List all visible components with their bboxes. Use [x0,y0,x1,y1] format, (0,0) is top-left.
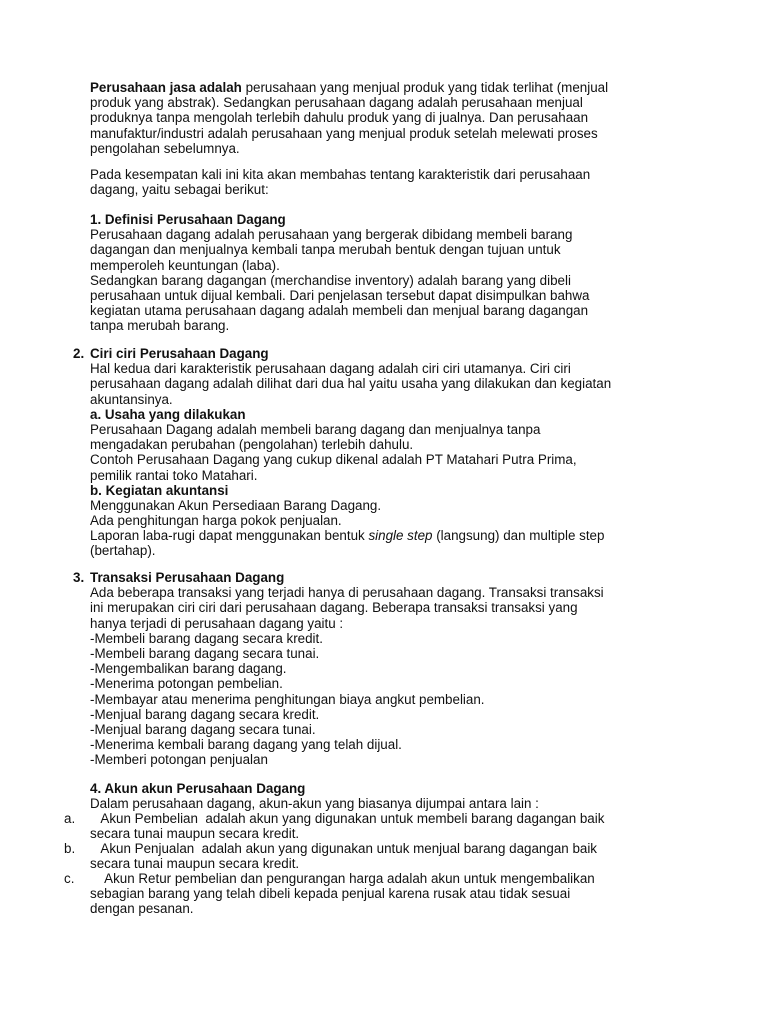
intro-paragraph [90,80,700,156]
list-item: -Membayar atau menerima penghitungan biaya angkut pembelian. [90,691,485,707]
report-italic-text: single step [368,528,433,544]
section-3-number: 3. [73,570,85,585]
list-item: -Membeli barang dagang secara tunai. [90,645,320,661]
account-item-line: dengan pesanan. [90,901,194,917]
account-item-line: Akun Pembelian adalah akun yang digunakan untuk membeli barang dagangan baik [90,811,605,826]
report-text: Laporan laba-rugi dapat menggunakan bentuk [90,528,369,544]
section-2b-line: Menggunakan Akun Persediaan Barang Dagang. [90,497,382,513]
intro-line-text: perusahaan yang menjual produk yang tidak terlihat (menjual [241,80,609,95]
account-item-line: secara tunai maupun secara kredit. [90,856,300,872]
section-3-line: ini merupakan ciri ciri dari perusahaan dagang. Beberapa transaksi transaksi yang [90,600,578,616]
intro-line: manufaktur/industri adalah perusahaan yang menjual produk setelah melewati proses [90,125,598,141]
list-item: -Memberi potongan penjualan [90,752,268,768]
list-marker-b: b. [64,841,76,856]
section-1-line: kegiatan utama perusahaan dagang adalah membeli dan menjual barang dagangan [90,303,589,319]
section-1-line: dagangan dan menjualnya kembali tanpa merubah bentuk dengan tujuan untuk [90,242,561,258]
section-4-intro: Dalam perusahaan dagang, akun-akun yang biasanya dijumpai antara lain : [90,796,539,812]
account-item-a [90,811,700,841]
account-item-line: sebagian barang yang telah dibeli kepada penjual karena rusak atau tidak sesuai [90,886,571,902]
list-item: -Mengembalikan barang dagang. [90,661,287,677]
intro-line: pengolahan sebelumnya. [90,140,240,156]
list-marker-c: c. [64,871,75,886]
section-4 [90,781,700,811]
section-2a-line: pemilik rantai toko Matahari. [90,467,258,483]
list-item: -Menerima potongan pembelian. [90,676,283,692]
section-2a-line: Contoh Perusahaan Dagang yang cukup dikenal adalah PT Matahari Putra Prima, [90,452,577,468]
opening-line: Pada kesempatan kali ini kita akan membahas tentang karakteristik dari perusahaan [90,167,591,182]
account-item-c [90,871,700,917]
section-3-heading: Transaksi Perusahaan Dagang [90,570,285,585]
account-item-line: Akun Retur pembelian dan pengurangan harga adalah akun untuk mengembalikan [90,871,595,886]
account-item-line: secara tunai maupun secara kredit. [90,826,300,842]
section-1-line: Perusahaan dagang adalah perusahaan yang bergerak dibidang membeli barang [90,227,573,243]
intro-line: produknya tanpa mengolah terlebih dahulu produk yang di jualnya. Dan perusahaan [90,110,589,126]
list-item: -Menerima kembali barang dagang yang telah dijual. [90,737,402,753]
section-2b-line: (bertahap). [90,543,156,559]
section-2b-heading: b. Kegiatan akuntansi [90,482,229,498]
list-item: -Menjual barang dagang secara kredit. [90,706,320,722]
intro-line: produk yang abstrak). Sedangkan perusahaan dagang adalah perusahaan menjual [90,95,583,111]
account-item-b [90,841,700,871]
section-2b-report-line [90,528,700,543]
list-marker-a: a. [64,811,76,826]
section-3-line: hanya terjadi di perusahaan dagang yaitu : [90,615,344,631]
section-1-line: Sedangkan barang dagangan (merchandise inventory) adalah barang yang dibeli [90,272,571,288]
report-text: (langsung) dan multiple step [432,528,605,544]
section-2-line: akuntansinya. [90,391,173,407]
section-2a-line: Perusahaan Dagang adalah membeli barang dagang dan menjualnya tanpa [90,421,541,437]
section-1 [90,212,700,334]
section-1-heading: 1. Definisi Perusahaan Dagang [90,212,286,227]
section-2-heading: Ciri ciri Perusahaan Dagang [90,346,269,361]
section-2a-heading: a. Usaha yang dilakukan [90,406,246,422]
intro-line [90,80,700,95]
section-2 [90,346,700,559]
section-2-line: perusahaan dagang adalah dilihat dari dua hal yaitu usaha yang dilakukan dan kegiatan [90,376,612,392]
section-2a-line: mengadakan perubahan (pengolahan) terlebih dahulu. [90,437,414,453]
section-3-line: Ada beberapa transaksi yang terjadi hanya di perusahaan dagang. Transaksi transaksi [90,585,604,601]
opening-line: dagang, yaitu sebagai berikut: [90,182,269,198]
intro-bold-lead: Perusahaan jasa adalah [90,80,242,95]
section-1-line: memperoleh keuntungan (laba). [90,257,280,273]
opening-paragraph [90,167,700,197]
section-2b-line: Ada penghitungan harga pokok penjualan. [90,513,342,529]
list-item: -Membeli barang dagang secara kredit. [90,630,323,646]
section-2-line: Hal kedua dari karakteristik perusahaan dagang adalah ciri ciri utamanya. Ciri ciri [90,361,571,377]
section-1-line: perusahaan untuk dijual kembali. Dari penjelasan tersebut dapat disimpulkan bahwa [90,287,590,303]
section-3 [90,570,700,767]
list-item: -Menjual barang dagang secara tunai. [90,721,316,737]
section-2-number: 2. [73,346,85,361]
section-1-line: tanpa merubah barang. [90,318,230,334]
account-item-line: Akun Penjualan adalah akun yang digunakan untuk menjual barang dagangan baik [90,841,598,856]
section-4-heading: 4. Akun akun Perusahaan Dagang [90,781,306,796]
